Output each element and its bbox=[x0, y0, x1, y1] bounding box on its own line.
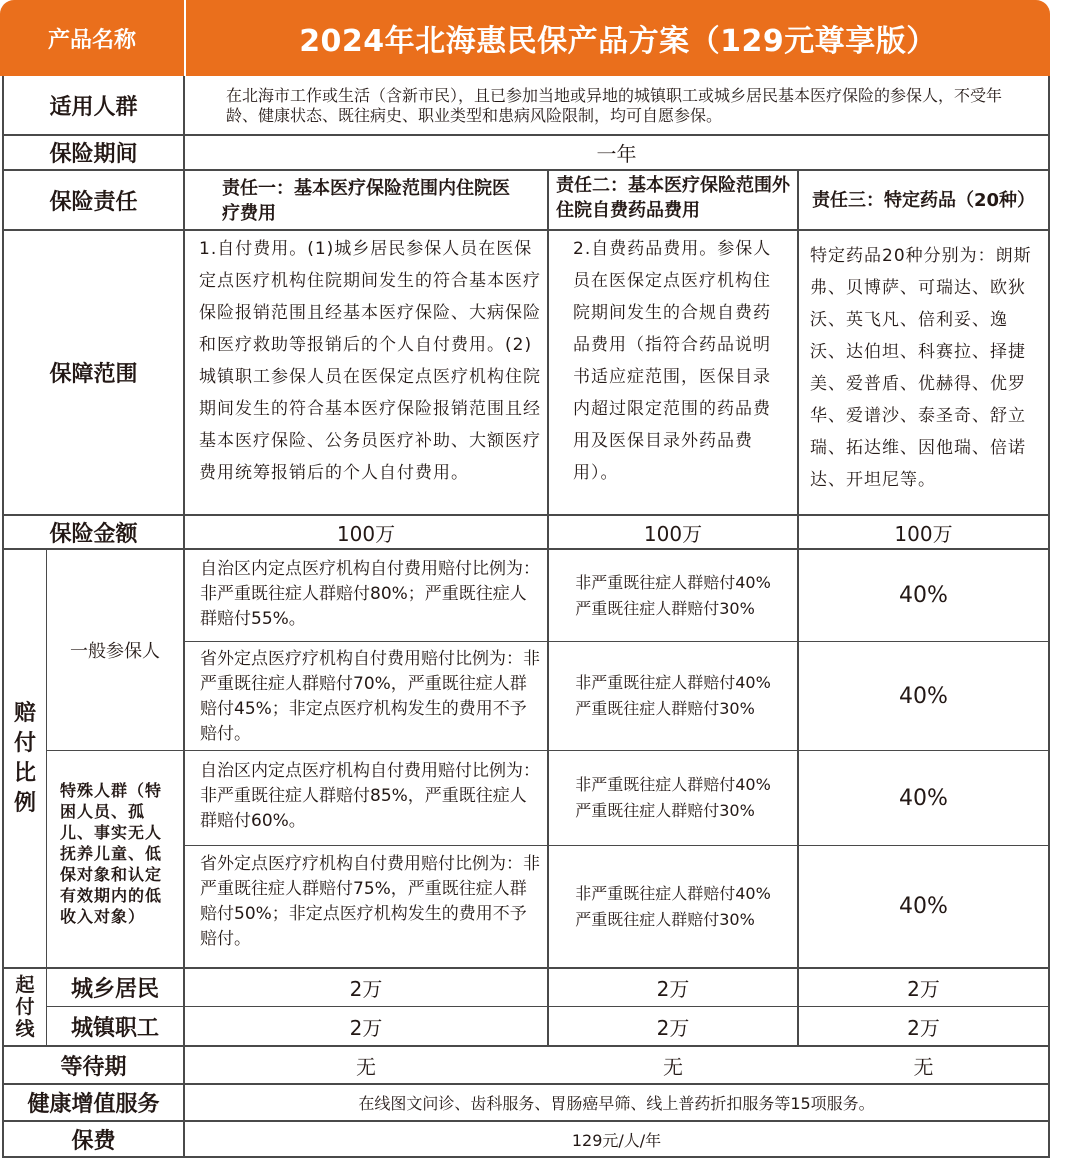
liability-1: 责任一：基本医疗保险范围内住院医疗费用 bbox=[222, 178, 510, 224]
deductible-rural-1: 2万 bbox=[349, 977, 383, 1001]
ratio-3-l3: 40% bbox=[899, 785, 948, 811]
label-amount: 保险金额 bbox=[49, 521, 138, 547]
deductible-urban-3: 2万 bbox=[907, 1015, 940, 1040]
label-health: 健康增值服务 bbox=[27, 1092, 160, 1117]
liability-3: 责任三：特定药品（20种） bbox=[811, 189, 1036, 211]
label-premium: 保费 bbox=[71, 1128, 116, 1154]
label-liability: 保险责任 bbox=[49, 189, 138, 215]
ratio-2-l1: 省外定点医疗疗机构自付费用赔付比例为：非严重既往症人群赔付70%，严重既往症人群赔付45%；非定点医疗机构发生的费用不予赔付。 bbox=[200, 649, 540, 744]
amount-1: 100万 bbox=[336, 521, 396, 546]
ratio-3-l2: 非严重既往症人群赔付40% 严重既往症人群赔付30% bbox=[575, 775, 771, 820]
label-special: 特殊人群（特困人员、孤儿、事实无人抚养儿童、低保对象和认定有效期内的低收入对象） bbox=[60, 781, 163, 926]
waiting-1: 无 bbox=[356, 1054, 376, 1079]
waiting-3: 无 bbox=[913, 1054, 934, 1079]
ratio-4-l3: 40% bbox=[899, 894, 948, 919]
label-period: 保险期间 bbox=[49, 142, 138, 167]
ratio-3-l1: 自治区内定点医疗机构自付费用赔付比例为：非严重既往症人群赔付85%，严重既往症人群赔付60%。 bbox=[200, 761, 540, 831]
label-scope: 保障范围 bbox=[49, 362, 138, 387]
health-text: 在线图文问诊、齿科服务、胃肠癌早筛、线上普药折扣服务等15项服务。 bbox=[358, 1094, 875, 1113]
table-title: 2024年北海惠民保产品方案（129元尊享版） bbox=[299, 24, 937, 59]
deductible-urban-2: 2万 bbox=[656, 1015, 690, 1040]
amount-2: 100万 bbox=[643, 521, 703, 546]
deductible-rural-3: 2万 bbox=[907, 977, 940, 1001]
header-label: 产品名称 bbox=[47, 27, 136, 53]
ratio-4-l1: 省外定点医疗疗机构自付费用赔付比例为：非严重既往症人群赔付75%，严重既往症人群赔付50%；非定点医疗机构发生的费用不予赔付。 bbox=[200, 854, 540, 949]
label-ratio-cell bbox=[4, 550, 46, 967]
target-text: 在北海市工作或生活（含新市民），且已参加当地或异地的城镇职工或城乡居民基本医疗保险的参保人，不受年龄、健康状态、既往病史、职业类型和患病风险限制，均可自愿参保。 bbox=[226, 86, 1003, 125]
label-target: 适用人群 bbox=[49, 94, 138, 120]
scope-3: 特定药品20种分别为：朗斯弗、贝博萨、可瑞达、欧狄沃、英飞凡、倍利妥、逸沃、达伯坦、科赛拉、择捷美、爱普盾、优赫得、优罗华、爱谱沙、泰圣奇、舒立瑞、拓达维、因他瑞、倍诺达、开坦尼等。 bbox=[810, 246, 1032, 490]
label-deductible-cell bbox=[4, 969, 46, 1045]
label-rural: 城乡居民 bbox=[70, 977, 159, 1002]
ratio-1-l2: 非严重既往症人群赔付40% 严重既往症人群赔付30% bbox=[575, 572, 771, 618]
table-header bbox=[0, 0, 1050, 76]
ratio-1-l3: 40% bbox=[899, 583, 948, 608]
label-general: 一般参保人 bbox=[70, 641, 160, 662]
ratio-2-l3: 40% bbox=[899, 683, 948, 709]
ratio-1-l1: 自治区内定点医疗机构自付费用赔付比例为：非严重既往症人群赔付80%；严重既往症人群赔付55%。 bbox=[200, 559, 540, 629]
deductible-rural-2: 2万 bbox=[656, 977, 690, 1001]
ratio-2-l2: 非严重既往症人群赔付40% 严重既往症人群赔付30% bbox=[575, 673, 771, 718]
amount-3: 100万 bbox=[894, 521, 953, 546]
label-waiting: 等待期 bbox=[60, 1054, 127, 1080]
premium-value: 129元/人/年 bbox=[571, 1130, 662, 1150]
liability-2: 责任二：基本医疗保险范围外住院自费药品费用 bbox=[556, 175, 790, 221]
deductible-urban-1: 2万 bbox=[349, 1015, 383, 1040]
scope-1: 1.自付费用。(1)城乡居民参保人员在医保定点医疗机构住院期间发生的符合基本医疗保险报销范围且经基本医疗保险、大病保险和医疗救助等报销后的个人自付费用。(2)城镇职工参保人员在医保定点医疗机构住院期间发生的符合基本医疗保险报销范围且经基本医疗保险、公务员医疗补助、大额医疗费用统筹报销后的个人自付费用。 bbox=[199, 239, 541, 483]
label-urban: 城镇职工 bbox=[70, 1015, 159, 1041]
scope-2: 2.自费药品费用。参保人员在医保定点医疗机构住院期间发生的合规自费药品费用（指符合药品说明书适应症范围，医保目录内超过限定范围的药品费用及医保目录外药品费用）。 bbox=[573, 239, 772, 483]
period-value: 一年 bbox=[596, 142, 637, 166]
label-deductible: 起付线 bbox=[15, 974, 35, 1040]
waiting-2: 无 bbox=[663, 1054, 683, 1079]
ratio-4-l2: 非严重既往症人群赔付40% 严重既往症人群赔付30% bbox=[575, 883, 771, 929]
label-ratio: 赔付比例 bbox=[13, 700, 36, 816]
